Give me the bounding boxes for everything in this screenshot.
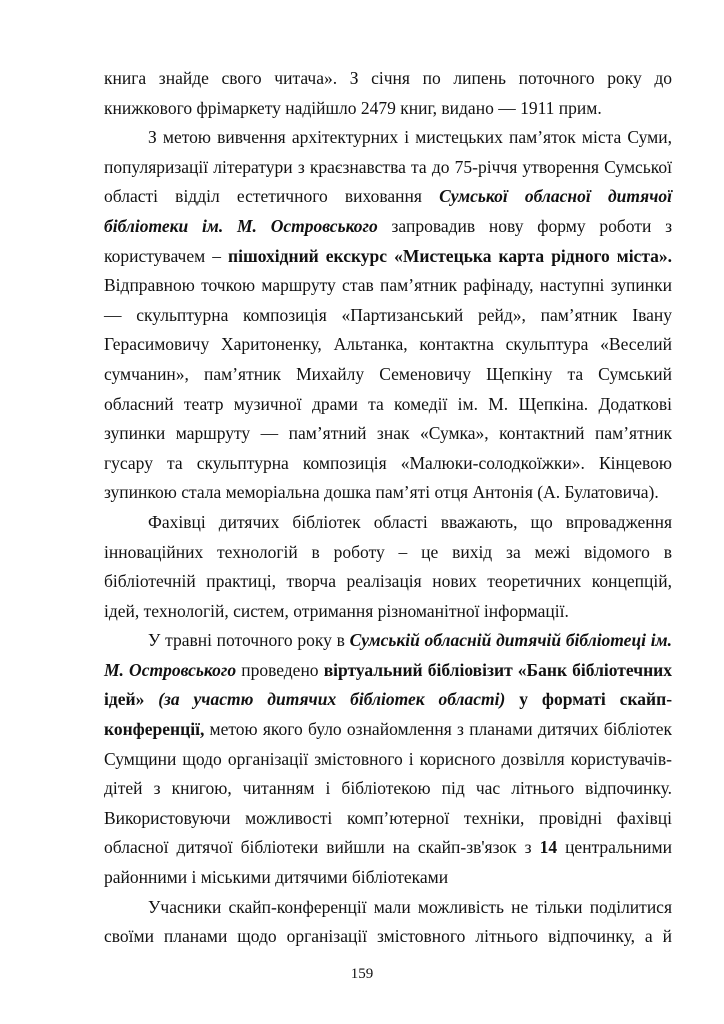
- text-run: центральними районними і міськими дитячими бібліотеками: [104, 837, 672, 888]
- text-run: запровадив нову форму роботи з користувачем –: [104, 215, 672, 266]
- text-run: пішохідний екскурс «Мистецька карта рідного міста».: [228, 245, 673, 266]
- text-run: Сумської обласної дитячої бібліотеки ім. М. Островського: [104, 186, 672, 236]
- text-run: З метою вивчення архітектурних і мистецьких пам’яток міста Суми, популяризації літератури з краєзнавства та до 75-річчя утворення Сумської області відділ естетичного виховання: [104, 127, 672, 207]
- paragraph: [104, 893, 672, 952]
- text-run: 14: [539, 837, 558, 858]
- text-run: Фахівці дитячих бібліотек області вважають, що впровадження інноваційних технологій в роботу – це вихід за межі відомого в бібліотечній практиці, творча реалізація нових теоретичних концепцій, ідей, технологій, систем, отримання різноманітної інформації.: [104, 511, 672, 621]
- paragraph: [104, 626, 672, 892]
- text-run: Відправною точкою маршруту став пам’ятник рафінаду, наступні зупинки — скульптурна композиція «Партизанський рейд», пам’ятник Івану Герасимовичу Харитоненку, Альтанка, контактна скульптура «Веселий сумчанин», пам’ятник Михайлу Семеновичу Щепкіну та Сумський обласний театр музичної драми та комедії ім. М. Щепкіна. Додаткові зупинки маршруту — пам’ятний знак «Сумка», контактний пам’ятник гусару та скульптурна композиція «Малюки-солодкоїжки». Кінцевою зупинкою стала меморіальна дошка пам’яті отця Антонія (А. Булатовича).: [104, 275, 672, 503]
- paragraph: [104, 123, 672, 508]
- text-run: [505, 689, 519, 709]
- text-run: У травні поточного року в: [148, 630, 350, 651]
- paragraph: [104, 64, 672, 123]
- text-run: Учасники скайп-конференції мали можливість не тільки поділитися своїми планами щодо організації змістовного літнього відпочинку, а й: [104, 896, 672, 947]
- body-text: [104, 64, 672, 952]
- text-run: метою якого було ознайомлення з планами дитячих бібліотек Сумщини щодо організації змістовного і корисного дозвілля користувачів-дітей з книгою, читанням і бібліотекою під час літнього відпочинку. Використовуючи можливості комп’ютерної техніки, провідні фахівці обласної дитячої бібліотеки вийшли на скайп-зв'язок з: [104, 719, 672, 858]
- text-run: проведено: [236, 659, 324, 680]
- text-run: книга знайде свого читача». З січня по липень поточного року до книжкового фрімаркету надійшло 2479 книг, видано — 1911 прим.: [104, 68, 672, 118]
- page-number: 159: [350, 966, 374, 982]
- text-run: (за участю дитячих бібліотек області): [158, 689, 506, 710]
- text-run: у форматі скайп-конференції,: [104, 689, 673, 740]
- text-run: [144, 689, 158, 709]
- text-run: віртуальний бібліовізит «Банк бібліотечних ідей»: [104, 659, 672, 710]
- text-run: Сумській обласній дитячій бібліотеці ім. М. Островського: [104, 630, 672, 680]
- paragraph: [104, 508, 672, 626]
